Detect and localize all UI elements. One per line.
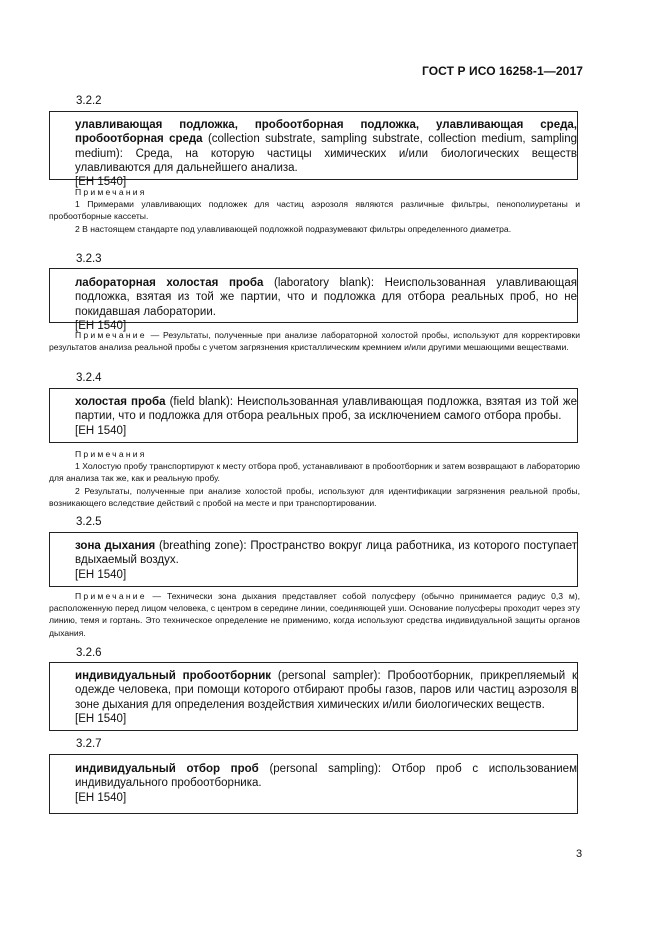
reference: [ЕН 1540]	[75, 176, 127, 189]
english-term: (laboratory blank)	[274, 277, 371, 289]
clause-number: 3.2.4	[76, 372, 102, 384]
reference: [ЕН 1540]	[75, 568, 127, 581]
definition-body: : Пробоотборник, прикрепляемый к одежде человека, при помощи которого отбирают пробы газов, паров или частиц аэрозоля в зоне дыхания для определения воздействия химических и/или биологических веществ.	[75, 670, 578, 711]
english-term: (personal sampler)	[277, 670, 378, 682]
clause-number: 3.2.5	[76, 516, 102, 528]
definition-body: : Отбор проб с использованием индивидуального пробоотборника.	[75, 763, 577, 790]
notes-block	[49, 186, 580, 235]
note-item	[49, 590, 580, 639]
note-item	[49, 329, 580, 353]
term: индивидуальный отбор проб	[75, 763, 259, 775]
notes-block	[49, 590, 580, 639]
clause-number: 3.2.6	[76, 647, 102, 659]
note-label: Примечание	[75, 591, 147, 601]
note-text: — Технически зона дыхания представляет собой полусферу (обычно принимается радиус 0,3 м), расположенную перед лицом человека, с центром в середине линии, соединяющей уши. Основание полусферы проходит через эту линию, темя и гортань. Это техническое определение не применимо, когда используют средства индивидуальной защиты органов дыхания.	[49, 591, 580, 638]
term: лабораторная холостая проба	[75, 277, 264, 289]
definition-text	[75, 762, 577, 805]
note-item: 1 Холостую пробу транспортируют к месту отбора проб, устанавливают в пробоотборник и затем возвращают в лабораторию для анализа так же, как и реальную пробу.	[49, 461, 580, 484]
notes-heading: Примечания	[75, 449, 147, 459]
term: улавливающая подложка, пробоотборная подложка, улавливающая среда, пробоотборная среда	[75, 119, 577, 146]
reference: [ЕН 1540]	[75, 424, 127, 437]
clause-number: 3.2.2	[76, 95, 102, 107]
reference: [ЕН 1540]	[75, 712, 127, 725]
clause-number: 3.2.7	[76, 738, 102, 750]
definition-body: : Среда, на которую частицы химических и/или биологических веществ улавливаются для дальнейшего анализа.	[75, 147, 577, 174]
definition-text	[75, 395, 577, 438]
note-item: 1 Примерами улавливающих подложек для частиц аэрозоля являются различные фильтры, пенополиуретаны и пробоотборные кассеты.	[49, 199, 580, 222]
note-item: 2 Результаты, полученные при анализе холостой пробы, используют для идентификации загрязнения реальной пробы, возникающего вследствие действий с пробой на месте и при транспортировании.	[49, 485, 580, 508]
term: холостая проба	[75, 396, 166, 408]
definition-text	[75, 539, 577, 582]
term: индивидуальный пробоотборник	[75, 670, 272, 682]
notes-block	[49, 329, 580, 353]
document-header: ГОСТ Р ИСО 16258-1—2017	[421, 64, 583, 78]
english-term: (breathing zone)	[159, 540, 244, 552]
english-term: (field blank)	[169, 396, 230, 408]
note-label: Примечание	[75, 330, 147, 340]
reference: [ЕН 1540]	[75, 319, 127, 332]
definition-text	[75, 669, 577, 726]
definition-text	[75, 118, 577, 189]
notes-block	[49, 448, 580, 509]
definition-body: : Пространство вокруг лица работника, из которого поступает вдыхаемый воздух.	[75, 540, 577, 567]
definition-body: : Неиспользованная улавливающая подложка, взятая из той же партии, что и подложка для отбора реальных проб, но не покидавшая лаборатории.	[75, 277, 577, 318]
note-item: 2 В настоящем стандарте под улавливающей подложкой подразумевают фильтры определенного диаметра.	[75, 223, 512, 234]
notes-heading: Примечания	[75, 187, 147, 197]
english-term: (personal sampling)	[269, 763, 378, 775]
definition-text	[75, 276, 577, 333]
term: зона дыхания	[75, 540, 156, 552]
reference: [ЕН 1540]	[75, 791, 127, 804]
clause-number: 3.2.3	[76, 253, 102, 265]
note-text: — Результаты, полученные при анализе лабораторной холостой пробы, используют для корректировки результатов анализа реальной пробы с учетом загрязнения кристаллическим кремнием и/или другими мешающими веществами.	[49, 330, 580, 353]
definition-body: : Неиспользованная улавливающая подложка, взятая из той же партии, что и подложка для отбора реальных проб, за исключением самого отбора пробы.	[75, 396, 577, 423]
page-number: 3	[576, 848, 583, 860]
english-term: (collection substrate, sampling substrate, collection medium, sampling medium)	[75, 133, 577, 160]
